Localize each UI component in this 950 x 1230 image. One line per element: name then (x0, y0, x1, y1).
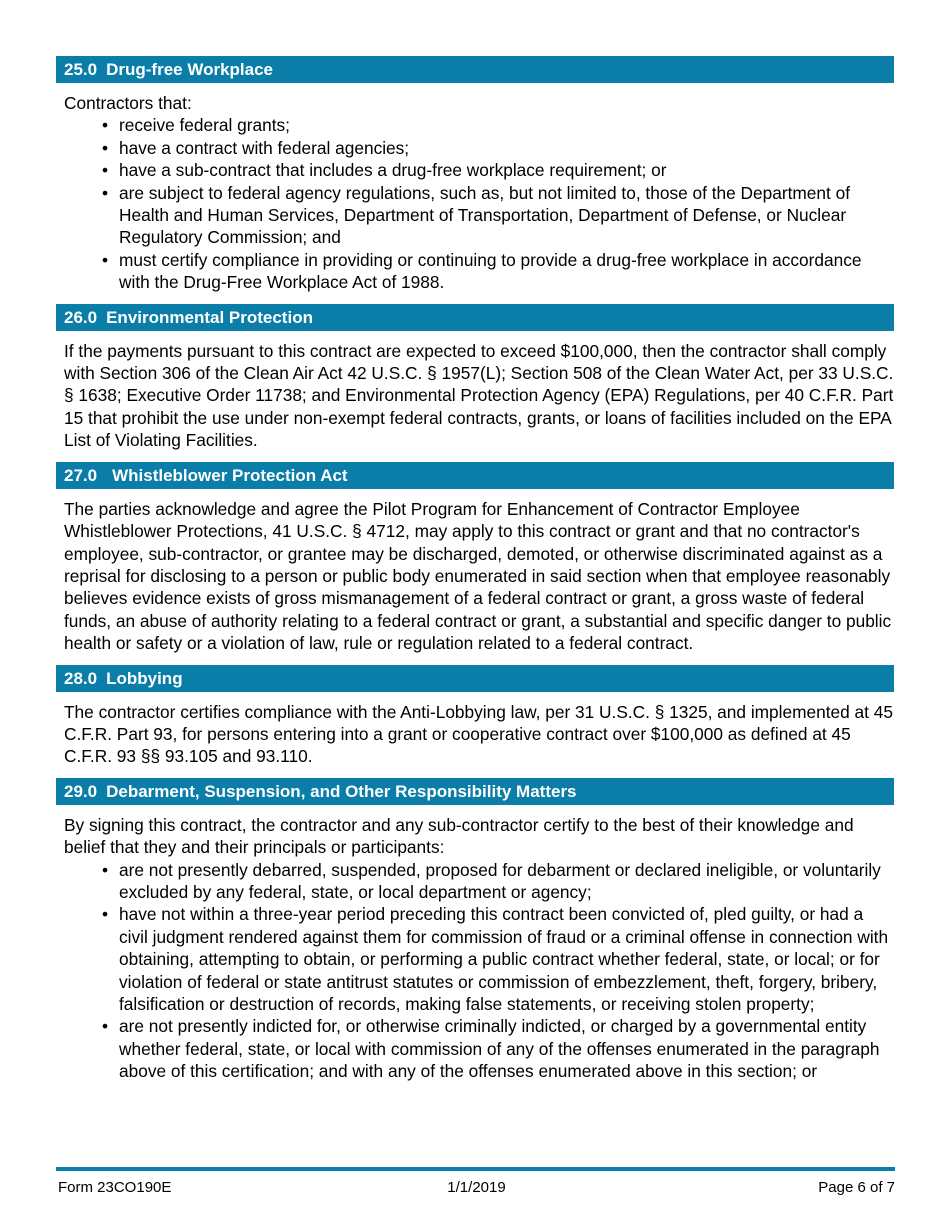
list-item: • must certify compliance in providing or continuing to provide a drug-free workplace in accordance with the Drug-Free Workplace Act of 1988. (102, 249, 862, 293)
bullet-icon: • (102, 1016, 109, 1037)
section-title: Environmental Protection (106, 307, 313, 327)
bullet-icon: • (102, 115, 109, 136)
section-title: Lobbying (106, 668, 183, 688)
section-number: 28.0 (64, 668, 98, 688)
list-item: • receive federal grants; (102, 115, 290, 136)
document-page (56, 56, 894, 1093)
list-item: • are not presently indicted for, or otherwise criminally indicted, or charged by a governmental entity whether federal, state, or local with commission of any of the offenses enumerated in the paragraph above of this certification; and with any of the offenses enumerated above in this section; or (102, 1016, 880, 1082)
list-item: • are subject to federal agency regulations, such as, but not limited to, those of the Department of Health and Human Services, Department of Transportation, Department of Defense, or Nuclear Regulatory Commission; and (102, 182, 851, 248)
bullet-icon: • (102, 182, 109, 203)
section-title: Debarment, Suspension, and Other Responsibility Matters (106, 781, 577, 801)
section-number: 29.0 (64, 781, 98, 801)
section-header-26 (56, 304, 894, 331)
list-item: • have a sub-contract that includes a drug-free workplace requirement; or (102, 160, 667, 181)
section-title: Drug-free Workplace (106, 60, 273, 79)
section-header-28 (56, 665, 894, 692)
bullet-list (56, 114, 894, 293)
list-item: • have not within a three-year period preceding this contract been convicted of, pled guilty, or had a civil judgment rendered against them for commission of fraud or a criminal offense in connection with obtaining, attempting to obtain, or performing a public contract whether federal, state, or local; or for violation of federal or state antitrust statutes or commission of embezzlement, theft, forgery, bribery, falsification or destruction of records, making false statements, or receiving stolen property; (102, 904, 889, 1014)
footer-form-number: Form 23CO190E (58, 1179, 172, 1196)
section-number: 25.0 (64, 60, 98, 79)
section-body: If the payments pursuant to this contract are expected to exceed $100,000, then the contractor shall comply with Section 306 of the Clean Air Act 42 U.S.C. § 1957(L); Section 508 of the Clean Water Act, per 33 U.S.C. § 1638; Executive Order 11738; and Environmental Protection Agency (EPA) Regulations, per 40 C.F.R. Part 15 that prohibit the use under non-exempt federal contracts, grants, or loans of facilities included on the EPA List of Violating Facilities. (64, 340, 894, 451)
section-body: The contractor certifies compliance with the Anti-Lobbying law, per 31 U.S.C. § 1325, and implemented at 45 C.F.R. Part 93, for persons entering into a grant or cooperative contract over $100,000 as defined at 45 C.F.R. 93 §§ 93.105 and 93.110. (64, 701, 893, 767)
section-intro: Contractors that: (64, 93, 192, 113)
section-number: 27.0 (64, 465, 98, 485)
section-header-25 (56, 56, 894, 83)
section-title: Whistleblower Protection Act (112, 465, 348, 485)
footer-date: 1/1/2019 (447, 1179, 506, 1196)
footer-divider (56, 1167, 895, 1171)
section-header-27 (56, 462, 894, 489)
section-header-29 (56, 778, 894, 805)
list-item: • have a contract with federal agencies; (102, 137, 410, 158)
section-intro: By signing this contract, the contractor and any sub-contractor certify to the best of their knowledge and belief that they and their principals or participants: (64, 814, 854, 858)
bullet-icon: • (102, 137, 109, 158)
bullet-list (56, 859, 894, 1083)
section-body: The parties acknowledge and agree the Pilot Program for Enhancement of Contractor Employee Whistleblower Protections, 41 U.S.C. § 4712, may apply to this contract or grant and that no contractor's employee, sub-contractor, or grantee may be discharged, demoted, or otherwise discriminated against as a reprisal for disclosing to a person or public body enumerated in said section when that employee reasonably believes evidence exists of gross mismanagement of a federal contract or grant, a gross waste of federal funds, an abuse of authority relating to a federal contract or grant, a substantial and specific danger to public health or safety or a violation of law, rule or regulation related to a federal contract. (64, 498, 892, 654)
bullet-icon: • (102, 904, 109, 925)
section-number: 26.0 (64, 307, 98, 327)
bullet-icon: • (102, 859, 109, 880)
bullet-icon: • (102, 249, 109, 270)
list-item: • are not presently debarred, suspended, proposed for debarment or declared ineligible, or voluntarily excluded by any federal, state, or local department or agency; (102, 859, 881, 902)
bullet-icon: • (102, 160, 109, 181)
footer-page-number: Page 6 of 7 (818, 1179, 895, 1196)
